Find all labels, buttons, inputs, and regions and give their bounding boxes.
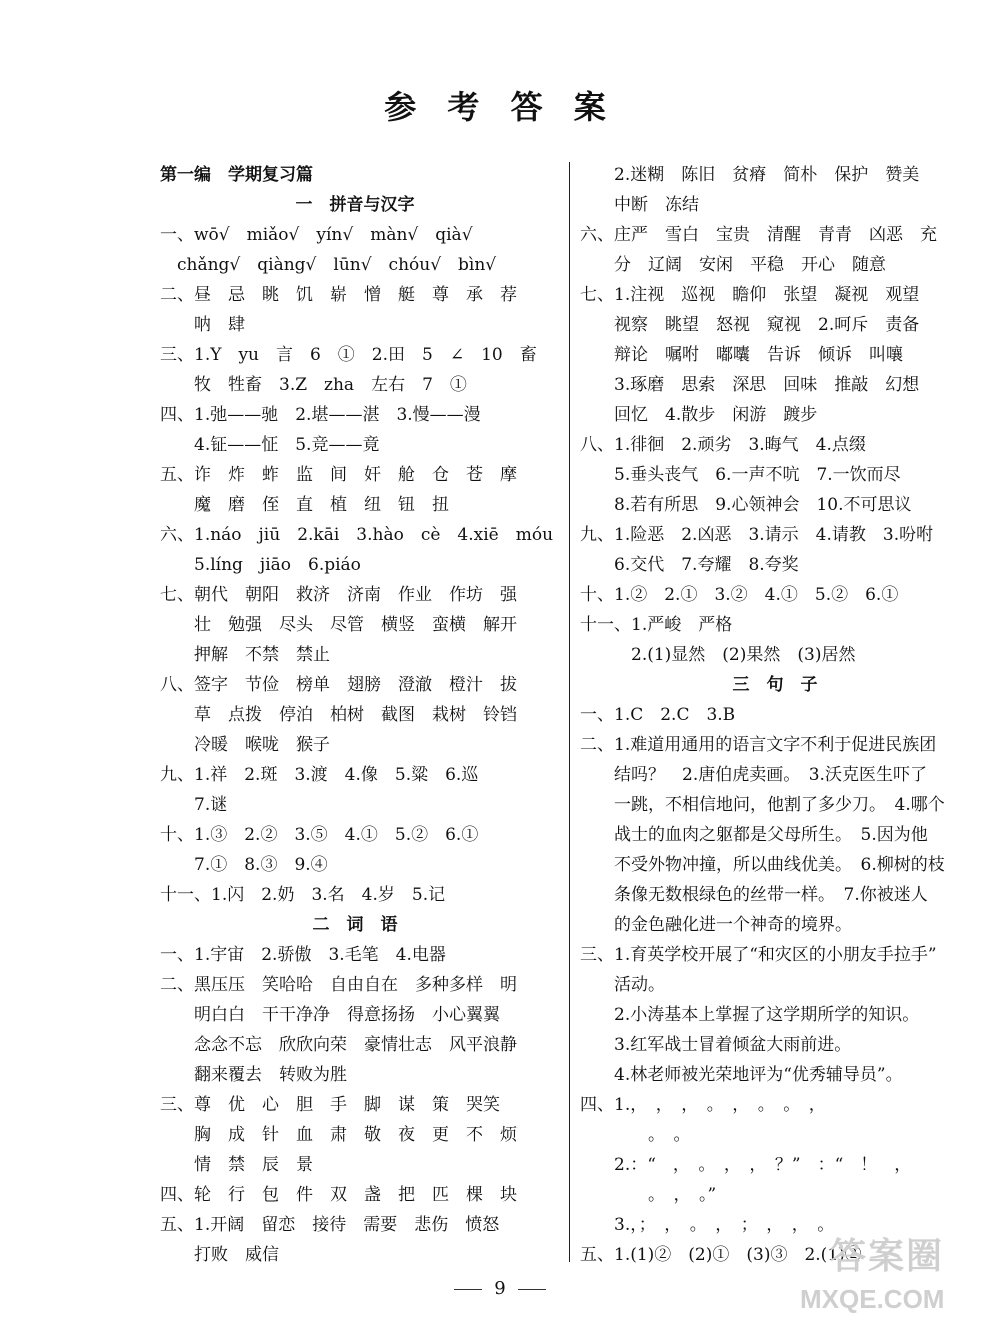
answer-line: 九、1.险恶 2.凶恶 3.请示 4.请教 3.吩咐 (580, 525, 934, 545)
answer-line: 牧 牲畜 3.Z zha 左右 7 ① (160, 375, 467, 395)
answer-line: 战士的血肉之躯都是父母所生。 5.因为他 (580, 825, 928, 845)
answer-line: 二、黑压压 笑哈哈 自由自在 多种多样 明 (160, 975, 517, 995)
answer-line: 2.迷糊 陈旧 贫瘠 简朴 保护 赞美 (580, 165, 920, 185)
answer-line: 翻来覆去 转败为胜 (160, 1065, 347, 1085)
answer-line: 五、1.(1)② (2)① (3)③ 2.(1)② (580, 1245, 862, 1265)
answer-line: 四、轮 行 包 件 双 盏 把 匹 棵 块 (160, 1185, 517, 1205)
answer-line: 6.交代 7.夸耀 8.夸奖 (580, 555, 799, 575)
answer-line: 三、尊 优 心 胆 手 脚 谋 策 哭笑 (160, 1095, 500, 1115)
page-title: 参 考 答 案 (384, 88, 616, 126)
answer-line: 视察 眺望 怒视 窥视 2.呵斥 责备 (580, 315, 920, 335)
answer-line: 3.红军战士冒着倾盆大雨前进。 (580, 1035, 852, 1055)
answer-line: 不受外物冲撞，所以曲线优美。 6.柳树的枝 (580, 855, 945, 875)
answer-line: 4.钲——怔 5.竞——竟 (160, 435, 380, 455)
column-divider (569, 162, 570, 1262)
answer-line: 呐 肆 (160, 315, 245, 335)
answer-line: 胸 成 针 血 肃 敬 夜 更 不 烦 (160, 1125, 517, 1145)
right-column (580, 160, 980, 1270)
answer-line: 三、1.育英学校开展了“和灾区的小朋友手拉手” (580, 945, 937, 965)
answer-line: 分 辽阔 安闲 平稳 开心 随意 (580, 255, 886, 275)
section-heading: 二 词 语 (312, 915, 398, 935)
answer-line: 辩论 嘱咐 嘟囔 告诉 倾诉 叫嚷 (580, 345, 903, 365)
answer-line: 四、1.， ， ， 。 ， 。 。 ， (580, 1095, 826, 1115)
answer-line: 魔 磨 侄 直 植 纽 钮 扭 (160, 495, 449, 515)
answer-line: 五、1.开阔 留恋 接待 需要 悲伤 愤怒 (160, 1215, 500, 1235)
answer-line: 六、庄严 雪白 宝贵 清醒 青青 凶恶 充 (580, 225, 937, 245)
watermark-url: MXQE.COM (800, 1284, 945, 1314)
answer-line: 十、1.③ 2.② 3.⑤ 4.① 5.② 6.① (160, 825, 479, 845)
answer-line: 8.若有所思 9.心领神会 10.不可思议 (580, 495, 912, 515)
answer-line: 2.小涛基本上掌握了这学期所学的知识。 (580, 1005, 920, 1025)
answer-line: 十一、1.严峻 严格 (580, 615, 733, 635)
answer-line: 七、朝代 朝阳 救济 济南 作业 作坊 强 (160, 585, 517, 605)
answer-line: 二、昼 忌 眺 饥 崭 憎 艇 尊 承 荐 (160, 285, 517, 305)
watermark-logo: 答案圈 (830, 1235, 945, 1277)
answer-line: 5.líng jiāo 6.piáo (160, 555, 361, 575)
answer-line: 第一编 学期复习篇 (160, 165, 313, 185)
answer-line: 。 。 (580, 1125, 691, 1145)
answer-line: 六、1.náo jiū 2.kāi 3.hào cè 4.xiē móu (160, 525, 554, 545)
answer-line: 7.① 8.③ 9.④ (160, 855, 328, 875)
page-number: 9 (0, 1278, 1000, 1299)
answer-line: 壮 勉强 尽头 尽管 横竖 蛮横 解开 (160, 615, 517, 635)
answer-line: 3.，； ， 。 ， ； ， ， 。 (580, 1215, 835, 1235)
left-column (160, 160, 560, 1270)
answer-line: 五、诈 炸 蚱 监 间 奸 舱 仓 苍 摩 (160, 465, 517, 485)
answer-line: 八、签字 节俭 榜单 翅膀 澄澈 橙汁 拔 (160, 675, 517, 695)
section-heading: 三 句 子 (732, 675, 818, 695)
answer-line: 押解 不禁 禁止 (160, 645, 330, 665)
answer-line: 明白白 干干净净 得意扬扬 小心翼翼 (160, 1005, 500, 1025)
answer-line: 活动。 (580, 975, 665, 995)
answer-line: 一跳，不相信地问，他割了多少刀。 4.哪个 (580, 795, 945, 815)
answer-line: 4.林老师被光荣地评为“优秀辅导员”。 (580, 1065, 903, 1085)
answer-line: 中断 冻结 (580, 195, 699, 215)
answer-line: 十一、1.闪 2.奶 3.名 4.岁 5.记 (160, 885, 446, 905)
answer-line: 一、wō√ miǎo√ yín√ màn√ qià√ (160, 225, 473, 245)
answer-line: 。 ， 。” (580, 1185, 717, 1205)
answer-line: chǎng√ qiàng√ lūn√ chóu√ bìn√ (160, 255, 497, 275)
answer-line: 一、1.C 2.C 3.B (580, 705, 736, 725)
answer-line: 2.(1)显然 (2)果然 (3)居然 (580, 645, 856, 665)
answer-line: 三、1.Y yu 言 6 ① 2.田 5 ∠ 10 畜 (160, 345, 537, 365)
section-heading: 一 拼音与汉字 (295, 195, 415, 215)
answer-line: 二、1.难道用通用的语言文字不利于促进民族团 (580, 735, 937, 755)
answer-line: 5.垂头丧气 6.一声不吭 7.一饮而尽 (580, 465, 901, 485)
answer-line: 冷暖 喉咙 猴子 (160, 735, 330, 755)
answer-line: 九、1.祥 2.斑 3.渡 4.像 5.粱 6.巡 (160, 765, 479, 785)
answer-line: 7.谜 (160, 795, 228, 815)
answer-line: 的金色融化进一个神奇的境界。 (580, 915, 852, 935)
answer-line: 3.琢磨 思索 深思 回味 推敲 幻想 (580, 375, 920, 395)
answer-line: 八、1.徘徊 2.顽劣 3.晦气 4.点缀 (580, 435, 866, 455)
answer-line: 打败 威信 (160, 1245, 279, 1265)
answer-line: 草 点拨 停泊 柏树 截图 栽树 铃铛 (160, 705, 517, 725)
answer-line: 结吗？ 2.唐伯虎卖画。 3.沃克医生吓了 (580, 765, 927, 785)
answer-line: 情 禁 辰 景 (160, 1155, 313, 1175)
answer-line: 念念不忘 欣欣向荣 豪情壮志 风平浪静 (160, 1035, 517, 1055)
answer-line: 条像无数根绿色的丝带一样。 7.你被迷人 (580, 885, 928, 905)
answer-line: 七、1.注视 巡视 瞻仰 张望 凝视 观望 (580, 285, 920, 305)
answer-line: 十、1.② 2.① 3.② 4.① 5.② 6.① (580, 585, 899, 605)
answer-line: 四、1.弛——驰 2.堪——湛 3.慢——漫 (160, 405, 481, 425)
watermark (800, 1228, 990, 1323)
answer-line: 回忆 4.散步 闲游 踱步 (580, 405, 818, 425)
answer-line: 一、1.宇宙 2.骄傲 3.毛笔 4.电器 (160, 945, 446, 965)
answer-line: 2.：“ ， 。 ， ， ？” ：“ ！ ， (580, 1155, 912, 1175)
